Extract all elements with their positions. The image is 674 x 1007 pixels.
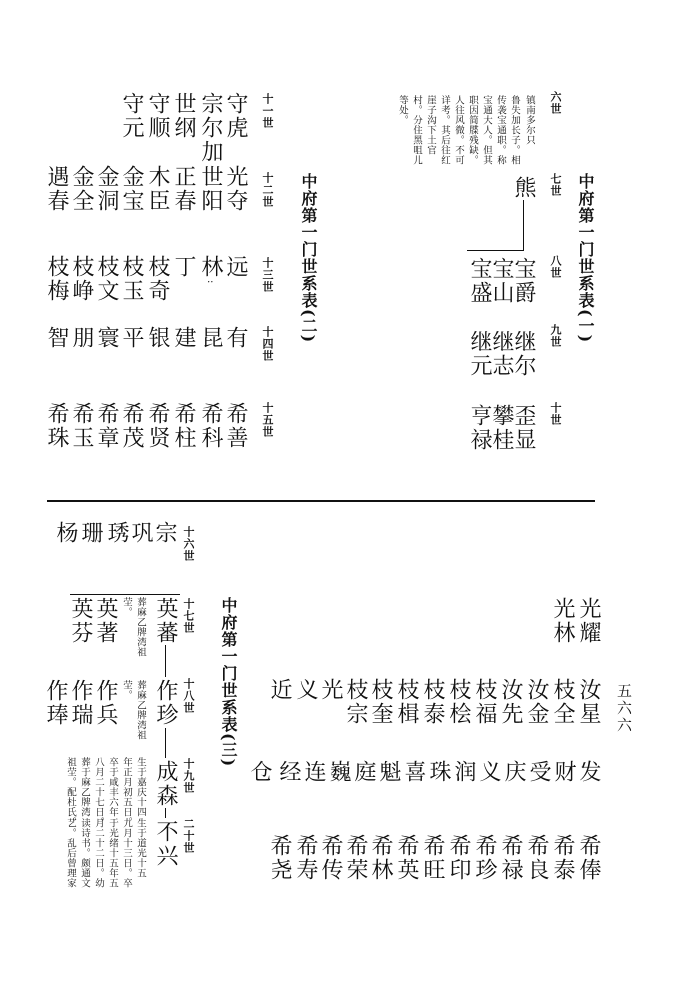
gen-label-8: 八世 (549, 255, 562, 279)
gen-label-13: 十三世 (261, 257, 274, 293)
lineage-connector (467, 250, 524, 251)
person-name: 希贤 (145, 402, 170, 450)
biography-note: 茔。 (121, 597, 132, 617)
ancestor-note-line: 人往风微。不可 (453, 95, 464, 165)
person-name: 庭 (351, 760, 376, 784)
gen-label-17: 十七世 (182, 598, 195, 634)
gen-label-15: 十五世 (261, 402, 274, 438)
biography-note: 生于道光十五 (135, 818, 146, 878)
person-name: 希泰 (550, 834, 575, 882)
table-3-title: 中府第一门世系表(三) (219, 597, 238, 768)
person-name: 希林 (368, 834, 393, 882)
person-name: 汝星 (576, 678, 601, 726)
person-name: 希章 (94, 402, 119, 450)
person-name: 发 (576, 760, 601, 784)
person-name: 希茂 (119, 402, 144, 450)
person-name: 宝山 (489, 257, 514, 305)
gen-label-20: 二十世 (182, 818, 195, 854)
biography-note: 祖茔。配杜氏。 (65, 757, 76, 827)
page-number: 五六六 (615, 683, 633, 734)
person-name: 成森 (153, 760, 178, 808)
person-name: 希旺 (420, 834, 445, 882)
person-name: 有 (223, 326, 248, 350)
person-name: 希善 (223, 402, 248, 450)
person-name: 希珍 (472, 834, 497, 882)
person-name: 魁 (376, 760, 401, 784)
person-name: 歪显 (511, 404, 536, 452)
person-name: 希英 (394, 834, 419, 882)
biography-note: 年正月初五日。 (121, 757, 132, 827)
person-name: 远 (223, 255, 248, 279)
person-name: 木臣 (145, 165, 170, 213)
person-name: 珠 (426, 760, 451, 784)
person-name: 守顺 (145, 92, 170, 140)
person-name: 杨 (53, 521, 78, 545)
lineage-connector (165, 728, 166, 758)
person-name: 金宝 (119, 165, 144, 213)
gen-label-6: 六世 (549, 91, 562, 115)
person-name: 丁 (171, 255, 196, 279)
person-name: 宗 (152, 521, 177, 545)
person-name: 作珍 (153, 679, 178, 727)
person-name: 枝福 (472, 678, 497, 726)
person-name: 作琫 (43, 679, 68, 727)
ancestor-note-line: 鲁失加长子。相 (509, 95, 520, 165)
person-name: 智 (44, 326, 69, 350)
person-name: 希荣 (343, 834, 368, 882)
person-name: 不兴 (153, 820, 178, 868)
lineage-connector (523, 200, 524, 250)
person-name: 继尔 (511, 330, 536, 378)
person-name: 金全 (69, 165, 94, 213)
ancestor-note-line: 宝通大人。但其 (481, 95, 492, 165)
person-name: 希尧 (267, 834, 292, 882)
gen-label-12: 十二世 (261, 172, 274, 208)
person-name: 枝泰 (420, 678, 445, 726)
person-name: 英著 (93, 597, 118, 645)
person-name: 希玉 (69, 402, 94, 450)
person-name: 平 (119, 326, 144, 350)
person-name: 枝奇 (145, 255, 170, 303)
biography-note: 葬于麻乙牌湾 (79, 757, 90, 817)
person-name: 希科 (198, 402, 223, 450)
person-name: 巍 (326, 760, 351, 784)
biography-note: 葬麻乙牌湾祖 (135, 597, 146, 657)
ancestor-note-line: 崖子沟下土官 (425, 95, 436, 155)
person-name: 财 (551, 760, 576, 784)
person-name: 润 (451, 760, 476, 784)
person-name: 希寿 (293, 834, 318, 882)
person-name: 希良 (524, 834, 549, 882)
person-name: 琇 (104, 521, 129, 545)
biography-note: 于光绪十五年五 (107, 818, 118, 888)
person-name: 世纲 (171, 92, 196, 140)
ancestor-note-line: 详考。其后往红 (439, 95, 450, 165)
person-name: 作瑞 (68, 679, 93, 727)
person-name: 寰 (94, 326, 119, 350)
ancestor-note-line: 村。分住黑咀儿 (411, 95, 422, 165)
person-name: 义 (293, 678, 318, 702)
person-name: 希禄 (498, 834, 523, 882)
person-name: 建 (171, 326, 196, 350)
gen-label-7: 七世 (549, 173, 562, 197)
person-name: 宝盛 (467, 257, 492, 305)
person-name: 宗尔加 (198, 92, 223, 164)
person-name: 枝奎 (368, 678, 393, 726)
person-name: 朋 (69, 326, 94, 350)
gen-label-14: 十四世 (261, 326, 274, 362)
person-name: 亨禄 (467, 404, 492, 452)
person-name: 宝爵 (511, 257, 536, 305)
person-name: 英蕃 (153, 597, 178, 645)
person-name: 希珠 (44, 402, 69, 450)
person-name: 继志 (489, 330, 514, 378)
person-name: 英芬 (68, 597, 93, 645)
person-name: 仓 (247, 760, 272, 784)
person-name: 珊 (78, 521, 103, 545)
person-name: 希印 (446, 834, 471, 882)
gen-label-19: 十九世 (182, 758, 195, 794)
gen-label-18: 十八世 (182, 678, 195, 714)
person-name: 希传 (318, 834, 343, 882)
ancestor-note-line: 镇南多尔只 (524, 95, 535, 145)
person-name: 近 (267, 678, 292, 702)
person-name: 希俸 (576, 834, 601, 882)
gen-label-11: 十一世 (261, 93, 274, 129)
person-name: 世阳 (198, 165, 223, 213)
person-name: 受 (526, 760, 551, 784)
lineage-connector (165, 645, 166, 677)
person-name: 枝梅 (44, 255, 69, 303)
person-name: 光夺 (223, 165, 248, 213)
biography-note: 葬麻乙牌湾祖 (135, 680, 146, 740)
person-name: 枝宗 (343, 678, 368, 726)
person-name: 正春 (171, 165, 196, 213)
ancestor-note-line: 等处。 (397, 95, 408, 125)
person-name: 银 (145, 326, 170, 350)
ancestor-note-line: 传袭宝通职。称 (495, 95, 506, 165)
lineage-connector (70, 594, 180, 595)
biography-note: 九月十三日。卒 (121, 818, 132, 888)
person-name: 光 (318, 678, 343, 702)
person-name: 枝峥 (69, 255, 94, 303)
person-name: 枝文 (94, 255, 119, 303)
person-name: 枝全 (550, 678, 575, 726)
person-name: 攀桂 (489, 404, 514, 452)
person-name: 光林 (550, 597, 575, 645)
person-name: 枝玉 (119, 255, 144, 303)
person-name: 汝金 (524, 678, 549, 726)
table-2-title: 中府第一门世系表(二) (299, 173, 318, 344)
biography-note: 八月二十七日。 (93, 757, 104, 827)
biography-note: 茔。 (121, 680, 132, 700)
biography-note: 艺。乱后曾理家 (65, 818, 76, 888)
biography-note: 生于嘉庆十四 (135, 757, 146, 817)
person-name: 继元 (467, 330, 492, 378)
biography-note: 读诗书。颇通文 (79, 818, 90, 888)
person-name: 枝桧 (446, 678, 471, 726)
person-name: 连 (301, 760, 326, 784)
person-name: 枝楫 (394, 678, 419, 726)
person-name: 昆 (198, 326, 223, 350)
gen-label-10: 十世 (549, 402, 562, 426)
person-name: 金洞 (94, 165, 119, 213)
person-name: 希柱 (171, 402, 196, 450)
person-name: 庆 (501, 760, 526, 784)
person-name: 喜 (401, 760, 426, 784)
biography-note: 月二十二日。幼 (93, 818, 104, 888)
person-name: 林 (198, 255, 223, 279)
person-name: 巩 (128, 521, 153, 545)
person-name: 守虎 (223, 92, 248, 140)
person-name: 熊 (511, 176, 536, 200)
person-name: 守元 (119, 92, 144, 140)
table-1-title: 中府第一门世系表(一) (576, 173, 595, 344)
person-name: 作兵 (93, 679, 118, 727)
lineage-connector (165, 808, 166, 818)
gen-label-16: 十六世 (182, 526, 195, 562)
person-name: 汝先 (498, 678, 523, 726)
biography-note: 卒于咸丰六年 (107, 757, 118, 817)
person-name: 光耀 (576, 597, 601, 645)
section-divider (47, 500, 595, 502)
person-name: 义 (476, 760, 501, 784)
ancestor-note-line: 职因简牒残缺。 (467, 95, 478, 165)
person-name: 遇春 (44, 165, 69, 213)
gen-label-9: 九世 (549, 324, 562, 348)
person-name: 经 (276, 760, 301, 784)
